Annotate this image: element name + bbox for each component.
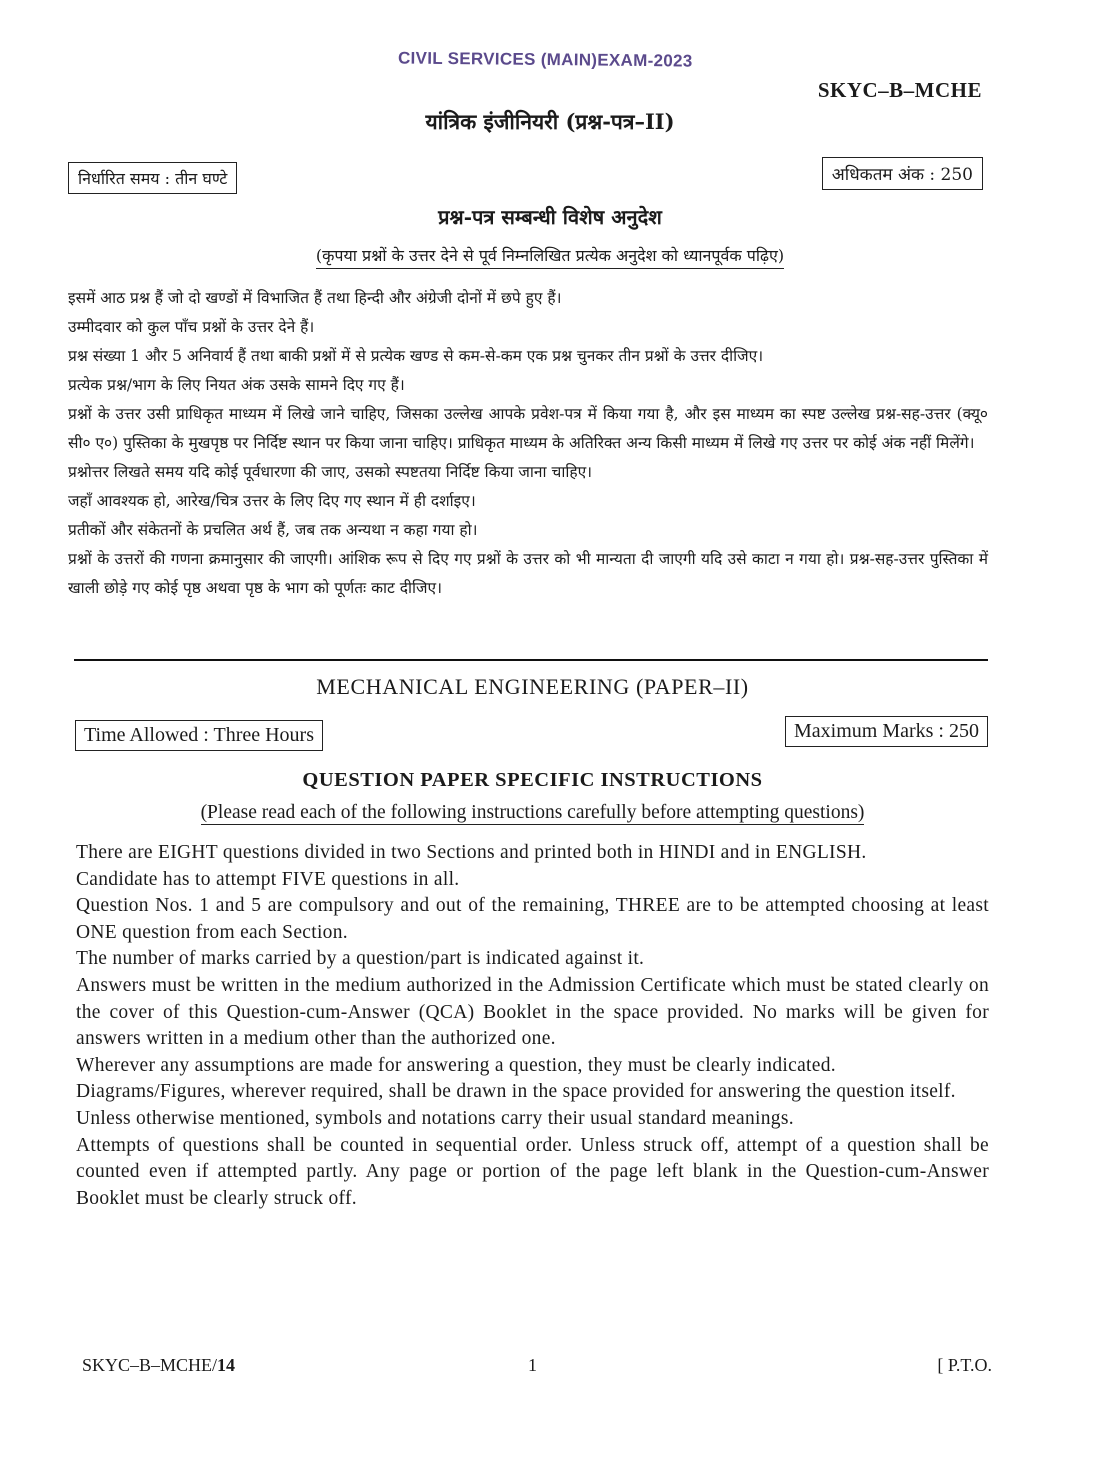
english-instructions-heading: QUESTION PAPER SPECIFIC INSTRUCTIONS [302, 769, 763, 791]
hindi-instruction: प्रश्नों के उत्तर उसी प्राधिकृत माध्यम में लिखे जाने चाहिए, जिसका उल्लेख आपके प्रवेश-पत्र में किया गया है, और इस माध्यम का स्पष्ट उल्लेख प्रश्न-सह-उत्तर (क्यू० सी० ए०) पुस्तिका के मुखपृष्ठ पर निर्दिष्ट स्थान पर किया जाना चाहिए। प्राधिकृत माध्यम के अतिरिक्त अन्य किसी माध्यम में लिखे गए उत्तर पर कोई अंक नहीं मिलेंगे। [68, 405, 988, 452]
hindi-max-marks: अधिकतम अंक : 250 [822, 157, 983, 190]
english-instructions-list [76, 840, 989, 1212]
english-instruction: Question Nos. 1 and 5 are compulsory and out of the remaining, THREE are to be attempted choosing at least ONE question from each Section. [76, 895, 989, 943]
hindi-instruction: इसमें आठ प्रश्न हैं जो दो खण्डों में विभाजित हैं तथा हिन्दी और अंग्रेजी दोनों में छपे हुए हैं। [68, 289, 562, 307]
pto-marker: [ P.T.O. [937, 1355, 992, 1375]
hindi-instruction: प्रत्येक प्रश्न/भाग के लिए नियत अंक उसके सामने दिए गए हैं। [68, 376, 405, 394]
english-subheading-text: (Please read each of the following instructions carefully before attempting questions) [200, 802, 865, 823]
english-instruction: Answers must be written in the medium authorized in the Admission Certificate which must be stated clearly on the cover of this Question-cum-Answer (QCA) Booklet in the space provided. No marks will be given for answers written in a medium other than the authorized one. [76, 974, 989, 1050]
footer-code-text: SKYC–B–MCHE/ [82, 1355, 218, 1375]
hindi-instruction: उम्मीदवार को कुल पाँच प्रश्नों के उत्तर देने हैं। [68, 318, 315, 336]
stamp-text: CIVIL SERVICES (MAIN)EXAM- [397, 48, 654, 71]
page-number: 1 [528, 1355, 537, 1375]
hindi-instruction: जहाँ आवश्यक हो, आरेख/चित्र उत्तर के लिए दिए गए स्थान में ही दर्शाइए। [68, 492, 476, 510]
hindi-instruction: प्रश्न संख्या 1 और 5 अनिवार्य हैं तथा बाकी प्रश्नों में से प्रत्येक खण्ड से कम-से-कम एक प्रश्न चुनकर तीन प्रश्नों के उत्तर दीजिए। [68, 347, 764, 365]
exam-stamp [398, 48, 693, 71]
english-instruction: The number of marks carried by a question/part is indicated against it. [76, 948, 645, 970]
footer-paper-code [82, 1355, 235, 1376]
hindi-instruction: प्रतीकों और संकेतनों के प्रचलित अर्थ हैं, जब तक अन्यथा न कहा गया हो। [68, 521, 478, 539]
hindi-instructions-subheading [0, 244, 1100, 266]
paper-code: SKYC–B–MCHE [817, 78, 982, 102]
hindi-instructions-heading: प्रश्न-पत्र सम्बन्धी विशेष अनुदेश [438, 205, 662, 229]
english-instructions-subheading [0, 802, 1065, 824]
section-divider [74, 659, 988, 661]
english-instruction: Wherever any assumptions are made for answering a question, they must be clearly indicated. [76, 1054, 836, 1076]
hindi-instruction: प्रश्नों के उत्तरों की गणना क्रमानुसार की जाएगी। आंशिक रूप से दिए गए प्रश्नों के उत्तर को भी मान्यता दी जाएगी यदि उसे काटा न गया हो। प्रश्न-सह-उत्तर पुस्तिका में खाली छोड़े गए कोई पृष्ठ अथवा पृष्ठ के भाग को पूर्णतः काट दीजिए। [68, 550, 988, 597]
english-instruction: Diagrams/Figures, wherever required, shall be drawn in the space provided for answering the question itself. [76, 1081, 956, 1103]
stamp-year: 2023 [653, 51, 693, 71]
english-instruction: There are EIGHT questions divided in two Sections and printed both in HINDI and in ENGLISH. [76, 842, 867, 863]
hindi-instructions-list [68, 284, 988, 603]
hindi-instruction: प्रश्नोत्तर लिखते समय यदि कोई पूर्वधारणा की जाए, उसको स्पष्टतया निर्दिष्ट किया जाना चाहिए। [68, 463, 593, 481]
english-instruction: Attempts of questions shall be counted in sequential order. Unless struck off, attempt of a question shall be counted even if attempted partly. Any page or portion of the page left blank in the Question-cum-Answer Booklet must be clearly struck off. [76, 1134, 989, 1209]
footer-code-number: 14 [217, 1355, 236, 1375]
english-time-allowed: Time Allowed : Three Hours [75, 720, 323, 751]
english-paper-title: MECHANICAL ENGINEERING (PAPER–II) [316, 674, 749, 699]
hindi-subheading-text: (कृपया प्रश्नों के उत्तर देने से पूर्व निम्नलिखित प्रत्येक अनुदेश को ध्यानपूर्वक पढ़िए) [316, 246, 784, 269]
hindi-time-allowed: निर्धारित समय : तीन घण्टे [68, 162, 237, 194]
hindi-paper-title: यांत्रिक इंजीनियरी (प्रश्न-पत्र–II) [425, 109, 675, 134]
english-instruction: Unless otherwise mentioned, symbols and notations carry their usual standard meanings. [76, 1107, 794, 1129]
english-instruction: Candidate has to attempt FIVE questions in all. [76, 868, 460, 890]
english-max-marks: Maximum Marks : 250 [785, 716, 988, 747]
